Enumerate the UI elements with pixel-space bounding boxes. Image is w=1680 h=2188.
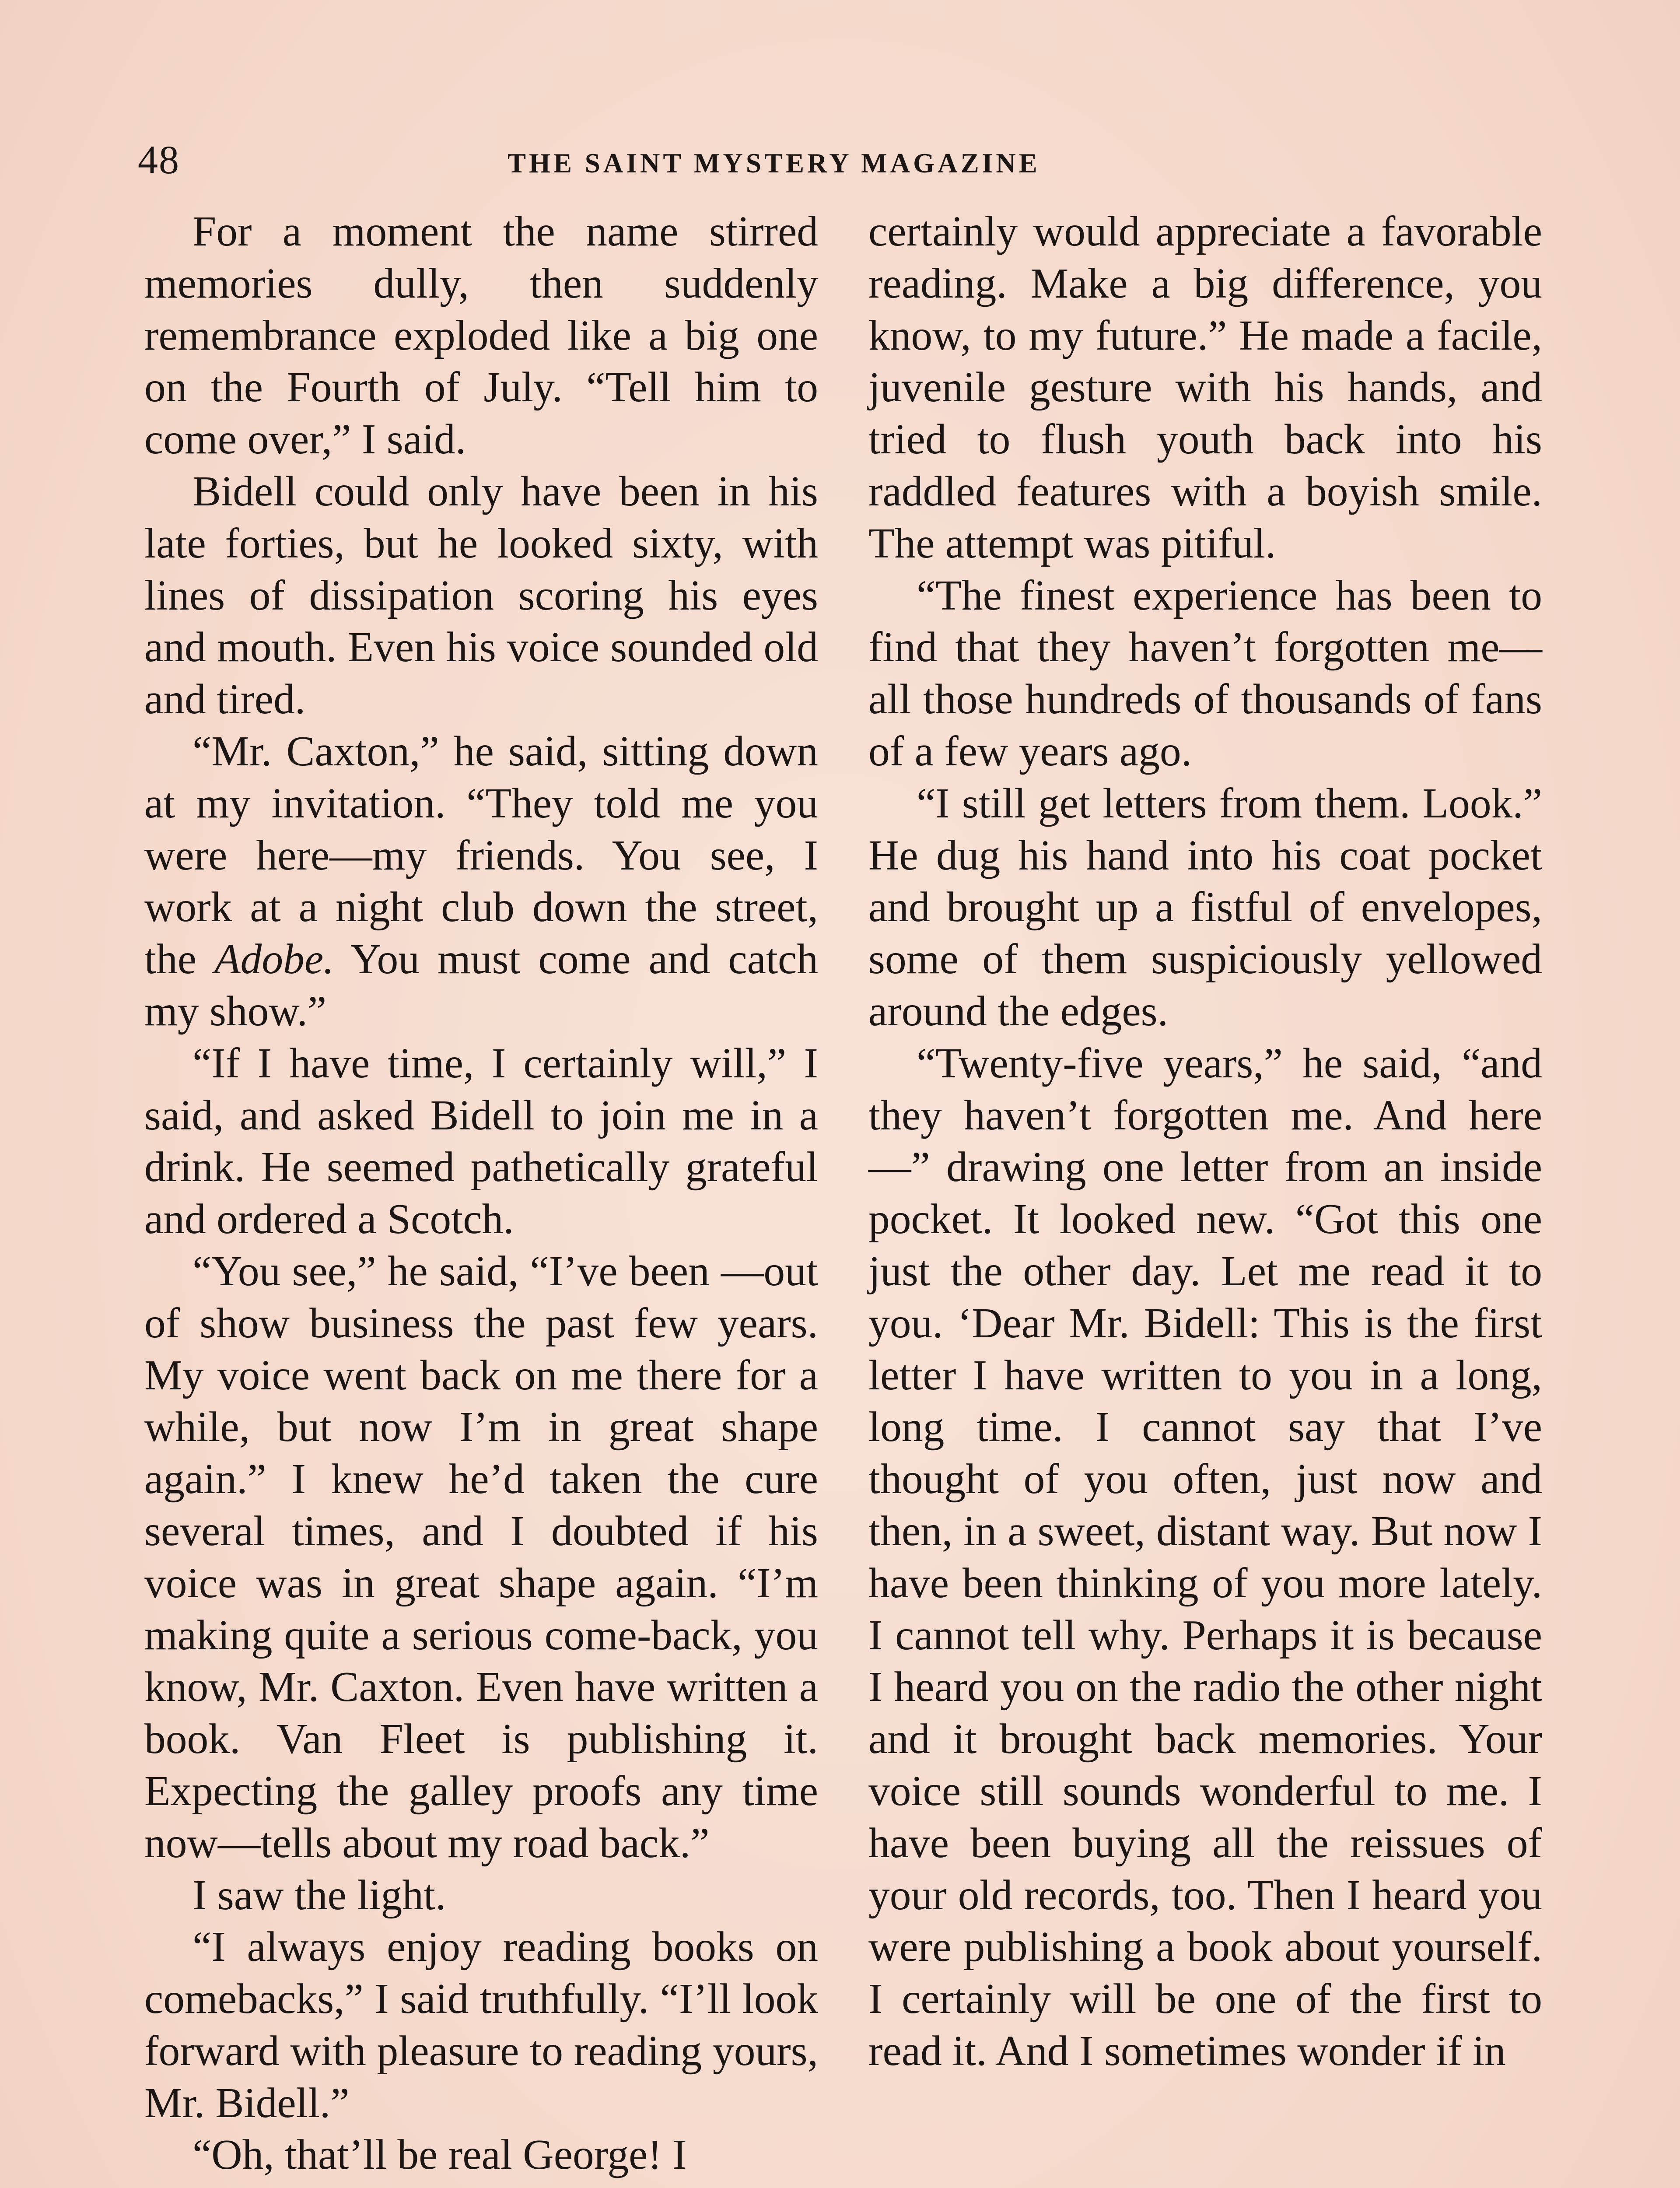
paragraph: “If I have time, I certainly will,” I said, and asked Bidell to join me in a drink. He seemed pathetically grateful and ordered a Scotch.	[144, 1039, 818, 1243]
paragraph: “You see,” he said, “I’ve been —out of show business the past few years. My voice went back on me there for a while, but now I’m in great shape again.” I knew he’d taken the cure several times, and I doubted if his voice was in great shape again. “I’m making quite a serious come-back, you know, Mr. Caxton. Even have written a book. Van Fleet is publishing it. Expecting the galley proofs any time now—tells about my road back.”	[144, 1247, 818, 1867]
page-number: 48	[138, 137, 180, 182]
paragraph: “I always enjoy reading books on comebacks,” I said truthfully. “I’ll look forward with pleasure to reading yours, Mr. Bidell.”	[144, 1923, 818, 2127]
page-header	[0, 133, 1680, 186]
paragraph: For a moment the name stirred memories dully, then suddenly remembrance exploded like a big one on the Fourth of July. “Tell him to come over,” I said.	[144, 208, 818, 463]
paragraph: I saw the light.	[192, 1871, 446, 1919]
paragraph: “I still get letters from them. Look.” He dug his hand into his coat pocket and brought up a fistful of envelopes, some of them suspiciously yellowed around the edges.	[868, 779, 1542, 1035]
paragraph: “The finest experience has been to find that they haven’t forgotten me—all those hundreds of thousands of fans of a few years ago.	[868, 572, 1542, 775]
right-column	[868, 206, 1542, 2077]
running-title: THE SAINT MYSTERY MAGAZINE	[508, 148, 1040, 179]
paragraph: certainly would appreciate a favorable reading. Make a big difference, you know, to my future.” He made a facile, juvenile gesture with his hands, and tried to flush youth back into his raddled features with a boyish smile. The attempt was pitiful.	[868, 208, 1542, 567]
paragraph: “Oh, that’ll be real George! I	[192, 2131, 687, 2179]
club-name: Adobe.	[214, 936, 334, 983]
left-column	[144, 206, 818, 2181]
paragraph-text: “Mr. Caxton,” he said, sitting down at my invitation. “They told me you were here—my friends. You see, I work at a night club down the street, the	[144, 727, 818, 983]
paragraph-text: You must come and catch my show.”	[144, 936, 818, 1035]
paragraph: “Twenty-five years,” he said, “and they haven’t forgotten me. And here—” drawing one letter from an inside pocket. It looked new. “Got this one just the other day. Let me read it to you. ‘Dear Mr. Bidell: This is the first letter I have written to you in a long, long time. I cannot say that I’ve thought of you often, just now and then, in a sweet, distant way. But now I have been thinking of you more lately. I cannot tell why. Perhaps it is because I heard you on the radio the other night and it brought back memories. Your voice still sounds wonderful to me. I have been buying all the reissues of your old records, too. Then I heard you were publishing a book about yourself. I certainly will be one of the first to read it. And I sometimes wonder if in	[868, 1039, 1542, 2075]
paragraph	[144, 726, 818, 1038]
paragraph: Bidell could only have been in his late forties, but he looked sixty, with lines of dissipation scoring his eyes and mouth. Even his voice sounded old and tired.	[144, 467, 818, 723]
